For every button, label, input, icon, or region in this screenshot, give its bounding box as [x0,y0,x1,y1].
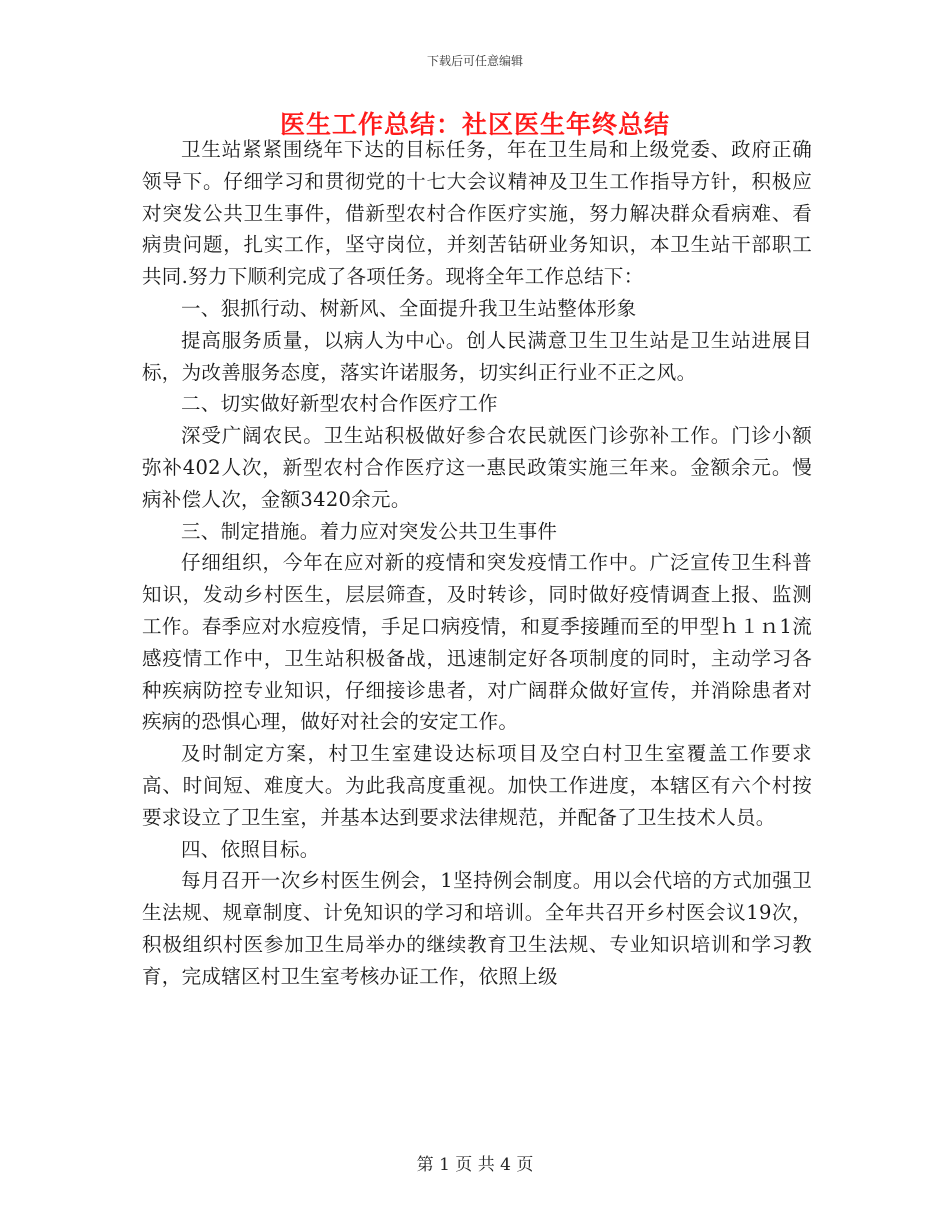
header-note: 下载后可任意编辑 [426,54,523,68]
document-title: 医生工作总结：社区医生年终总结 [279,110,670,139]
document-body [142,134,812,993]
body-paragraph: 每月召开一次乡村医生例会，1坚持例会制度。用以会代培的方式加强卫生法规、规章制度、计免知识的学习和培训。全年共召开乡村医会议19次，积极组织村医参加卫生局举办的继续教育卫生法规、专业知识培训和学习教育，完成辖区村卫生室考核办证工作，依照上级 [142,869,812,988]
section-heading: 三、制定措施。着力应对突发公共卫生事件 [181,519,558,543]
page-number-footer: 第 1 页 共 4 页 [416,1155,534,1175]
body-paragraph: 深受广阔农民。卫生站积极做好参合农民就医门诊弥补工作。门诊小额弥补402人次，新型农村合作医疗这一惠民政策实施三年来。金额余元。慢病补偿人次，金额3420余元。 [142,424,812,511]
section-heading: 一、狠抓行动、树新风、全面提升我卫生站整体形象 [181,296,637,320]
body-paragraph: 卫生站紧紧围绕年下达的目标任务，年在卫生局和上级党委、政府正确领导下。仔细学习和贯彻党的十七大会议精神及卫生工作指导方针，积极应对突发公共卫生事件，借新型农村合作医疗实施，努力解决群众看病难、看病贵问题，扎实工作，坚守岗位，并刻苦钻研业务知识，本卫生站干部职工共同.努力下顺利完成了各项任务。现将全年工作总结下： [142,138,812,289]
section-heading: 四、依照目标。 [181,837,320,861]
body-paragraph: 提高服务质量，以病人为中心。创人民满意卫生卫生站是卫生站进展目标，为改善服务态度，落实许诺服务，切实纠正行业不正之风。 [142,328,812,384]
section-heading: 二、切实做好新型农村合作医疗工作 [181,392,498,416]
body-paragraph: 及时制定方案，村卫生室建设达标项目及空白村卫生室覆盖工作要求高、时间短、难度大。为此我高度重视。加快工作进度，本辖区有六个村按要求设立了卫生室，并基本达到要求法律规范，并配备了卫生技术人员。 [142,742,812,829]
body-paragraph: 仔细组织，今年在应对新的疫情和突发疫情工作中。广泛宣传卫生科普知识，发动乡村医生，层层筛查，及时转诊，同时做好疫情调查上报、监测工作。春季应对水痘疫情，手足口病疫情，和夏季接踵而至的甲型ｈ１ｎ1流感疫情工作中，卫生站积极备战，迅速制定好各项制度的同时，主动学习各种疾病防控专业知识，仔细接诊患者，对广阔群众做好宣传，并消除患者对疾病的恐惧心理，做好对社会的安定工作。 [142,551,812,734]
